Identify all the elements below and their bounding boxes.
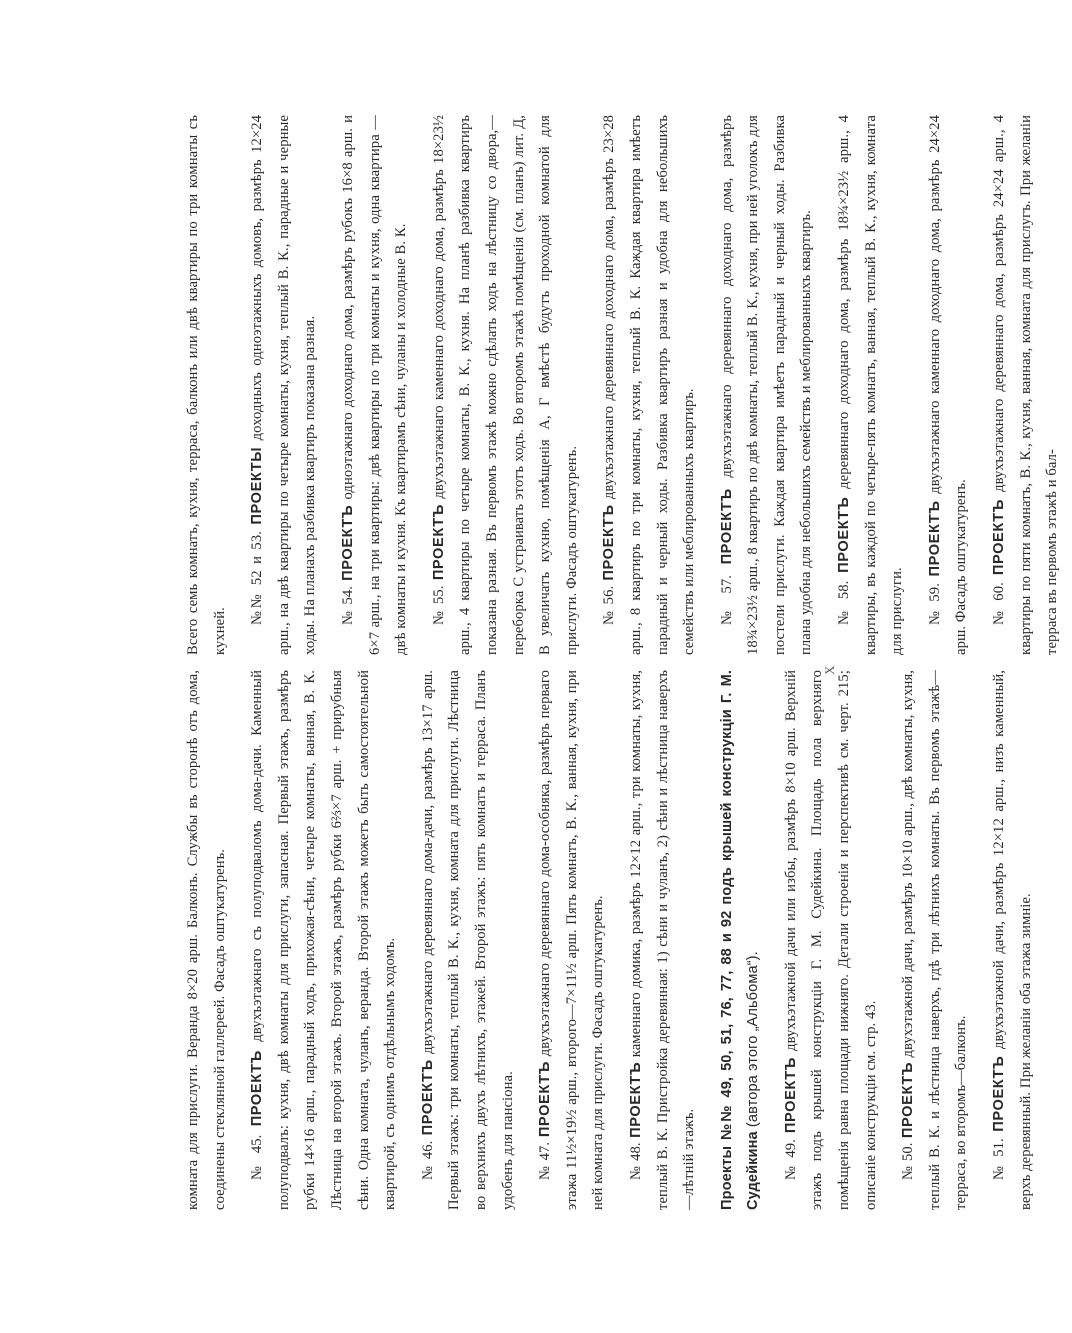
paragraph-project-57 [714,115,820,655]
project-number: № 54. [339,585,356,625]
project-number: № 47. [537,1141,554,1180]
paragraph-project-45 [244,670,404,1210]
paragraph-text: двухъэтажной дачи или избы, размѣръ 8×10 арш. Верхній этажъ подъ крышей конструкціи Г. М. Судейкина. Площадь пола верхняго помѣщенія равна площади нижняго. Детали строенія и перспективѣ см. черт. 215; описаніе конструкціи см. стр. 43. [782,669,879,1210]
section-heading-text: Проекты №№ 49, 50, 51, 76, 77, 88 и 92 подъ крышей конструкціи Г. М. Судейкина [718,670,762,1210]
project-number: № 58. [836,580,853,625]
paragraph-project-55 [426,115,586,655]
paragraph-text: двухэтажной дачи, размѣръ 10×10 арш., двѣ комнаты, кухня, теплый В. К. и лѣстница наверхъ, гдѣ три лѣтнихъ комнаты. Въ первомъ этажѣ—терраса, во второмъ—балконъ. [900,669,970,1210]
paragraph-text: Всего семь комнатъ, кухня, терраса, балконъ или двѣ квартиры по три комнаты съ кухней. [185,115,228,655]
project-lead: ПРОЕКТЪ [718,488,735,565]
project-lead: ПРОЕКТЫ [249,446,266,525]
project-number: № 45. [249,1134,266,1180]
paragraph-continuation [180,670,233,1210]
paragraph-text: двухъэтажнаго деревяннаго дома-дачи, размѣръ 13×17 арш. Первый этажъ: три комнаты, теплый В. К., кухня, комната для прислуги. Лѣстница во верхнихъ двухъ лѣтнихъ, этажей. Второй этажъ: пять комнатъ и терраса. Планъ удобенъ для пансіона. [419,669,516,1210]
paragraph-project-59 [922,115,975,655]
project-lead: ПРОЕКТЪ [627,1061,644,1138]
paragraph-project-60 [986,115,1066,655]
paragraph-text: доходныхъ одноэтажныхъ домовъ, размѣръ 12×24 арш., на двѣ квартиры по четыре комнаты, кухня, теплый В. К., парадные и черные ходы. На планахъ разбивка квартиръ показана разная. [249,115,319,655]
paragraph-project-54 [335,115,415,655]
project-number: № 46. [419,1140,436,1180]
page-number: X [822,665,837,675]
paragraph-text: каменнаго домика, размѣръ 12×12 арш., три комнаты, кухня, теплый В. К. Пристройка деревянная: 1) сѣни и чуланъ, 2) сѣни и лѣстница наверхъ—лѣтній этажъ. [627,669,698,1210]
project-number: № 57. [718,575,735,625]
paragraph-project-46 [415,670,521,1210]
section-heading-tail: (автора этого „Альбома“). [745,951,762,1128]
paragraph-project-58 [831,115,911,655]
paragraph-project-48 [623,670,703,1210]
paragraph-text: двухъэтажнаго деревяннаго доходнаго дома, размѣръ 23×28 арш., 8 квартиръ по три комнаты, кухня, теплый В. К. Каждая квартира имѣетъ парадный и черный ходы. Разбивка квартиръ разная и удобна для небольшихъ семействъ или меблированныхъ квартиръ. [601,115,698,655]
section-heading [714,670,767,1210]
paragraph-text: двухъэтажнаго съ полуподваломъ дома-дачи. Каменный полуподвалъ: кухня, двѣ комнаты для прислуги, запасная. Первый этажъ, размѣръ рубки 14×16 арш., парадный ходъ, прихожая-сѣни, четыре комнаты, ванная, В. К. Лѣстница на второй этажъ. Второй этажъ, размѣръ рубки 6⅔×7 арш. + прирубныя сѣни. Одна комната, чуланъ, веранда. Второй этажъ можетъ быть самостоятельной квартирой, съ однимъ отдѣльнымъ ходомъ. [249,670,399,1210]
project-lead: ПРОЕКТЪ [836,496,853,573]
project-number: №№ 52 и 53. [249,531,266,625]
project-number: № 55. [430,585,447,625]
project-number: № 51. [991,1138,1008,1180]
project-lead: ПРОЕКТЪ [926,500,943,577]
project-lead: ПРОЕКТЪ [339,504,356,581]
paragraph-text: одноэтажнаго доходнаго дома, размѣръ рубокъ 16×8 арш. и 6×7 арш., на три квартиры: двѣ квартиры по три комнаты и кухня, одна квартира — двѣ комнаты и кухня. Къ квартирамъ сѣни, чуланы и холодные В. К. [339,115,410,655]
project-number: № 56. [601,585,618,625]
paragraph-project-56 [596,115,702,655]
paragraph-project-51 [986,670,1039,1210]
project-lead: ПРОЕКТЪ [430,503,447,581]
paragraph-project-52-53 [244,115,324,655]
column-gutter [176,666,816,667]
project-lead: ПРОЕКТЪ [900,1061,917,1139]
paragraph-text: двухъэтажной дачи, размѣръ 12×12 арш., низъ каменный, верхъ деревянный. При желаніи оба этажа зимніе. [991,669,1034,1210]
project-lead: ПРОЕКТЪ [601,504,618,581]
project-number: № 60. [991,582,1008,625]
project-number: № 59. [926,583,943,625]
project-number: № 48. [627,1142,644,1180]
project-lead: ПРОЕКТЪ [991,1055,1008,1132]
left-column [180,670,1045,1210]
paragraph-text: комната для прислуги. Веранда 8×20 арш. Балконъ. Службы въ сторонѣ отъ дома, соединены стеклянной галлереей. Фасадъ оштукатуренъ. [185,670,228,1210]
project-lead: ПРОЕКТЪ [782,1056,799,1134]
project-lead: ПРОЕКТЪ [419,1059,436,1136]
paragraph-project-47 [532,670,612,1210]
rotated-book-page [130,90,1061,1270]
paragraph-continuation [180,115,233,655]
paragraph-project-50 [895,670,975,1210]
paragraph-project-49 [778,670,884,1210]
project-lead: ПРОЕКТЪ [249,1050,266,1127]
right-column [180,115,1072,655]
project-lead: ПРОЕКТЪ [537,1060,554,1138]
paragraph-text: двухъэтажнаго деревяннаго дома-особняка, размѣръ перваго этажа 11½×19½ арш., второго—7×11½ арш. Пять комнатъ, В. К., ванная, кухня, при ней комната для прислуги. Фасадъ оштукатуренъ. [537,670,607,1210]
paragraph-text: двухъэтажнаго каменнаго доходнаго дома, размѣръ 24×24 арш. Фасадъ оштукатуренъ. [926,115,970,655]
paragraph-text: двухъэтажнаго деревяннаго дома, размѣръ 24×24 арш., 4 квартиры по пяти комнатъ, В. К., кухня, ванная, комната для прислугъ. При желаніи терраса въ первомъ этажѣ и бал- [991,115,1061,655]
project-number: № 49. [782,1139,799,1180]
paragraph-text: деревяннаго доходнаго дома, размѣръ 18¾×23½ арш., 4 квартиры, въ каждой по четыре-пять комнатъ, ванная, теплый В. К., кухня, комната для прислуги. [836,115,906,655]
paragraph-text: двухъэтажнаго каменнаго доходнаго дома, размѣръ 18×23½ арш., 4 квартиры по четыре комнаты, В. К., кухня. На планѣ разбивка квартиръ показана разная. Въ первомъ этажѣ можно сдѣлать ходъ на лѣстницу со двора,—переборка С устраивать этотъ ходъ. Во второмъ этажѣ помѣщенія (см. планъ) лит. Д, В увеличатъ кухню, помѣщенія А, Г вмѣстѣ будутъ проходной комнатой для прислуги. Фасадъ оштукатуренъ. [430,114,580,655]
project-lead: ПРОЕКТЪ [991,498,1008,576]
paragraph-text: двухъэтажнаго деревяннаго доходнаго дома, размѣръ 18¾×23½ арш., 8 квартиръ по двѣ комнаты, теплый В. К., кухня, при ней уголокъ для постели прислуги. Каждая квартира имѣетъ парадный и черный ходы. Разбивка плана удобна для небольшихъ семействъ и меблированныхъ квартиръ. [718,115,815,655]
project-number: № 50. [900,1142,917,1180]
